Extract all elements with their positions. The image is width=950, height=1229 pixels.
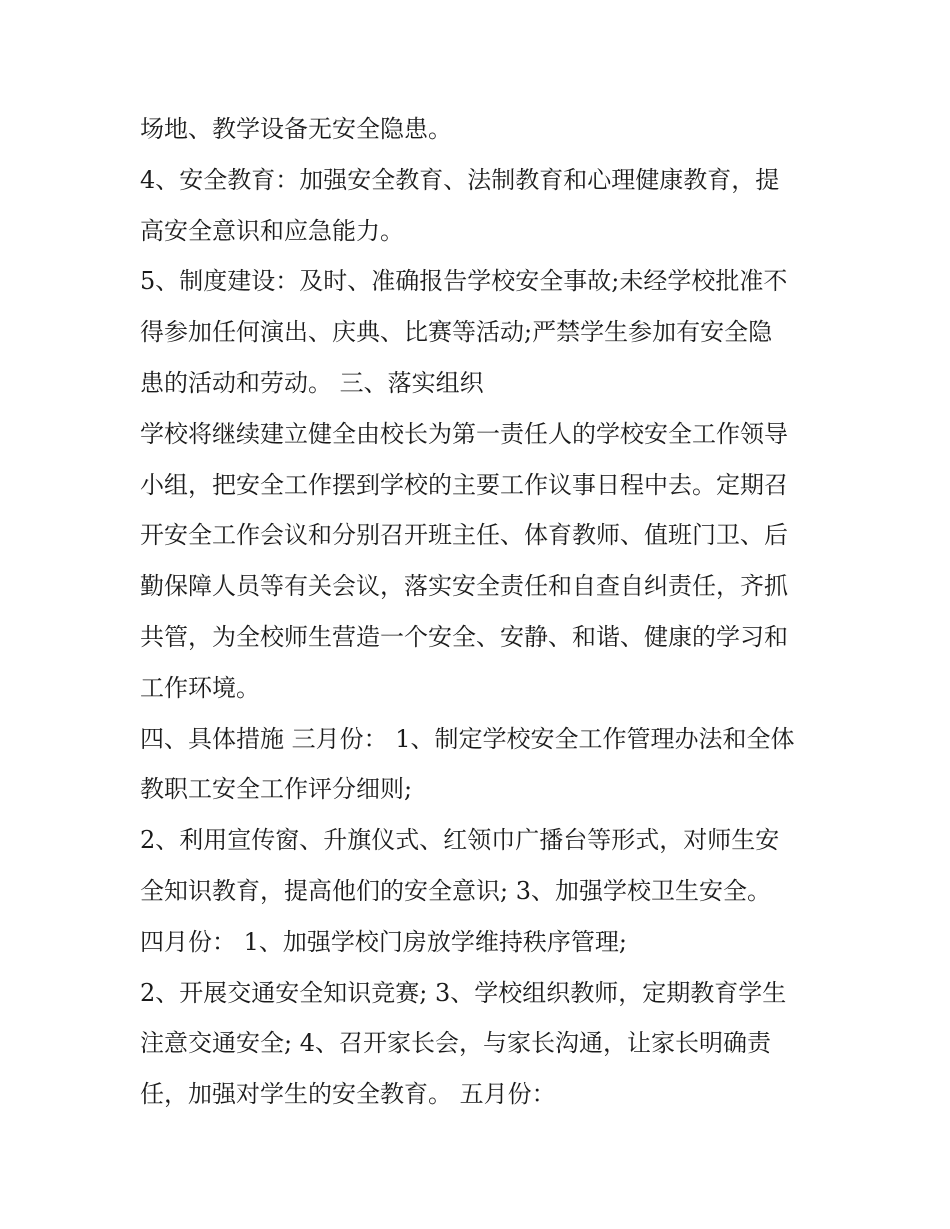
document-body bbox=[140, 104, 830, 1120]
text-line: 全知识教育，提高他们的安全意识; 3、加强学校卫生安全。 bbox=[140, 876, 771, 905]
text-line: 4、安全教育：加强安全教育、法制教育和心理健康教育，提 bbox=[140, 165, 780, 194]
text-line: 四、具体措施 三月份： 1、制定学校安全工作管理办法和全体 bbox=[140, 724, 795, 753]
text-line: 5、制度建设：及时、准确报告学校安全事故;未经学校批准不 bbox=[140, 267, 788, 296]
text-line: 小组，把安全工作摆到学校的主要工作议事日程中去。定期召 bbox=[140, 470, 788, 499]
text-line: 2、开展交通安全知识竞赛; 3、学校组织教师，定期教育学生 bbox=[140, 978, 787, 1007]
text-line: 场地、教学设备无安全隐患。 bbox=[140, 115, 452, 143]
text-line: 工作环境。 bbox=[140, 673, 260, 702]
text-line: 学校将继续建立健全由校长为第一责任人的学校安全工作领导 bbox=[140, 419, 788, 448]
text-line: 共管，为全校师生营造一个安全、安静、和谐、健康的学习和 bbox=[140, 622, 788, 651]
text-line: 四月份： 1、加强学校门房放学维持秩序管理; bbox=[140, 927, 627, 956]
text-line: 开安全工作会议和分别召开班主任、体育教师、值班门卫、后 bbox=[140, 521, 788, 550]
text-line: 任，加强对学生的安全教育。 五月份： bbox=[140, 1080, 556, 1109]
text-line: 勤保障人员等有关会议，落实安全责任和自查自纠责任，齐抓 bbox=[140, 572, 788, 601]
text-line: 2、利用宣传窗、升旗仪式、红领巾广播台等形式，对师生安 bbox=[140, 826, 780, 855]
text-line: 注意交通安全; 4、召开家长会，与家长沟通，让家长明确责 bbox=[140, 1029, 771, 1058]
text-line: 患的活动和劳动。 三、落实组织 bbox=[140, 368, 484, 397]
text-line: 得参加任何演出、庆典、比赛等活动;严禁学生参加有安全隐 bbox=[140, 318, 773, 347]
text-line: 高安全意识和应急能力。 bbox=[140, 216, 404, 245]
text-line: 教职工安全工作评分细则; bbox=[140, 775, 413, 804]
